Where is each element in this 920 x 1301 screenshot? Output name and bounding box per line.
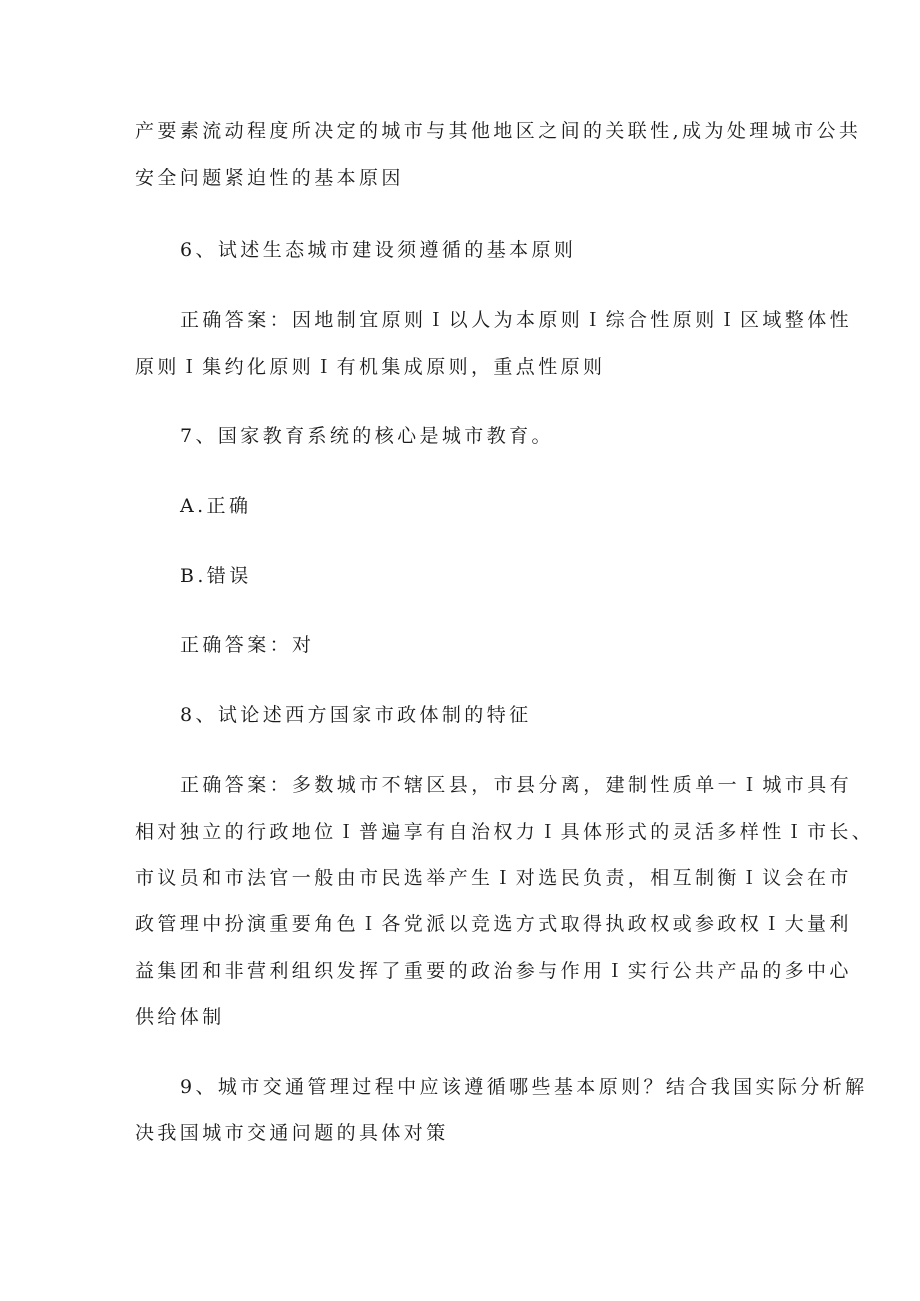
paragraph-continuation-line: 产要素流动程度所决定的城市与其他地区之间的关联性,成为处理城市公共 <box>135 120 862 142</box>
option-a: A.正确 <box>180 495 252 517</box>
answer-8-line: 供给体制 <box>135 1006 225 1028</box>
question-9: 9、城市交通管理过程中应该遵循哪些基本原则？结合我国实际分析解 <box>180 1076 868 1098</box>
answer-7: 正确答案：对 <box>180 634 315 656</box>
answer-8-line: 相对独立的行政地位Ｉ普遍享有自治权力Ｉ具体形式的灵活多样性Ｉ市长、 <box>135 821 875 843</box>
paragraph-continuation-line: 安全问题紧迫性的基本原因 <box>135 167 404 189</box>
answer-6-line: 正确答案：因地制宜原则Ｉ以人为本原则Ｉ综合性原则Ｉ区域整体性 <box>180 309 853 331</box>
answer-6-line: 原则Ｉ集约化原则Ｉ有机集成原则，重点性原则 <box>135 356 606 378</box>
answer-8-line: 市议员和市法官一般由市民选举产生Ｉ对选民负责，相互制衡Ｉ议会在市 <box>135 867 852 889</box>
answer-8-line: 益集团和非营利组织发挥了重要的政治参与作用Ｉ实行公共产品的多中心 <box>135 960 852 982</box>
question-8: 8、试论述西方国家市政体制的特征 <box>180 704 532 726</box>
answer-8-line: 正确答案：多数城市不辖区县，市县分离，建制性质单一Ｉ城市具有 <box>180 774 853 796</box>
question-9-line: 决我国城市交通问题的具体对策 <box>135 1122 449 1144</box>
question-7: 7、国家教育系统的核心是城市教育。 <box>180 425 554 447</box>
question-6: 6、试述生态城市建设须遵循的基本原则 <box>180 239 577 261</box>
option-b: B.错误 <box>180 565 252 587</box>
answer-8-line: 政管理中扮演重要角色Ｉ各党派以竞选方式取得执政权或参政权Ｉ大量利 <box>135 913 852 935</box>
